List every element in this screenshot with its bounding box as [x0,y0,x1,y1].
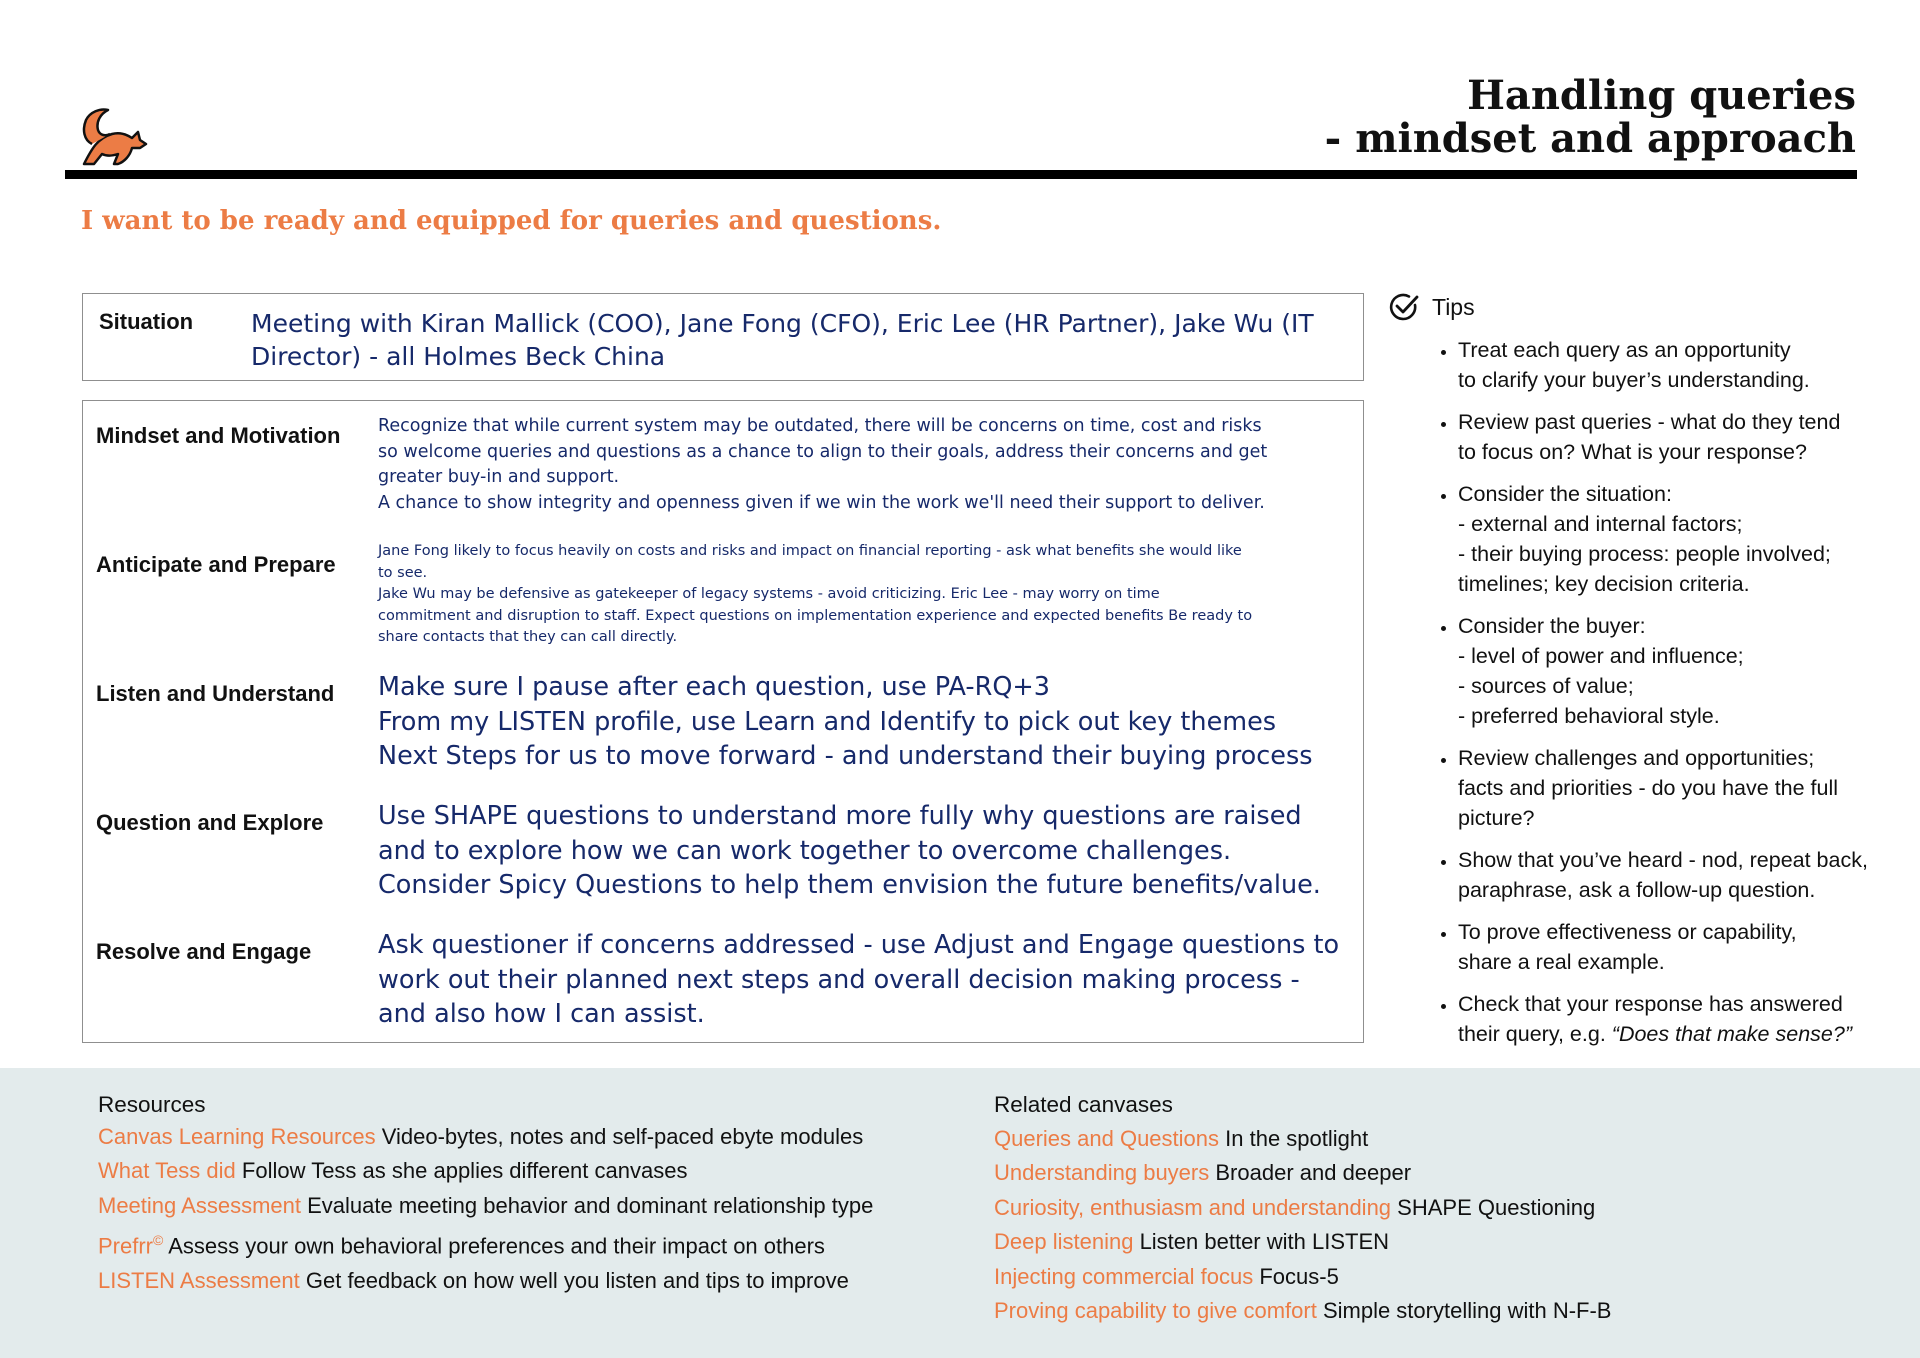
text-line: commitment and disruption to staff. Expect questions on implementation experience and expected benefits Be ready to [378,607,1253,624]
anticipate-text [378,541,1252,649]
resolve-text [378,928,1339,1032]
resource-link[interactable]: Meeting Assessment [98,1192,301,1218]
text-line: Jake Wu may be defensive as gatekeeper of legacy systems - avoid criticizing. Eric Lee - may worry on time [378,586,1160,602]
related-item [994,1156,1611,1190]
tip-item [1458,989,1920,1049]
resources-title: Resources [98,1092,206,1117]
anticipate-label: Anticipate and Prepare [96,552,336,577]
related-desc: Simple storytelling with N-F-B [1322,1298,1612,1324]
resource-item [98,1189,873,1223]
sections-box [82,400,1364,1043]
text-line: and to explore how we can work together to overcome challenges. [378,835,1232,866]
text-line: and also how I can assist. [378,999,705,1029]
question-text [378,799,1321,903]
resource-desc: Video-bytes, notes and self-paced ebyte modules [381,1124,864,1149]
resource-item [98,1120,873,1154]
resource-item [98,1154,873,1188]
text-line: so welcome queries and questions as a chance to align to their goals, address their concerns and get [378,441,1268,462]
mindset-label: Mindset and Motivation [96,423,341,448]
related-desc: Broader and deeper [1215,1160,1412,1186]
tip-item: • Consider the situation: - external and internal factors; - their buying process: people involved; timelines; key decision criteria. [1458,479,1920,599]
text-line: A chance to show integrity and openness given if we win the work we'll need their support to deliver. [378,492,1265,513]
text-line: greater buy-in and support. [378,467,620,487]
check-circle-icon [1388,291,1420,323]
listen-label: Listen and Understand [96,681,335,706]
text-line: Ask questioner if concerns addressed - use Adjust and Engage questions to [378,930,1340,960]
page-subtitle: I want to be ready and equipped for queries and questions. [81,206,942,236]
tips-title: Tips [1432,293,1475,320]
related-item [994,1294,1611,1328]
situation-line: Meeting with Kiran Mallick (COO), Jane Fong (CFO), Eric Lee (HR Partner), Jake Wu (IT [251,309,1314,338]
question-label: Question and Explore [96,810,324,835]
related-link[interactable]: Queries and Questions [994,1126,1220,1151]
related-item [994,1122,1611,1156]
fox-logo-icon [78,104,148,168]
tip-quote: “Does that make sense?” [1611,1022,1852,1046]
related-list [994,1122,1611,1328]
resource-link[interactable]: LISTEN Assessment [98,1267,300,1293]
resource-desc: Assess your own behavioral preferences and their impact on others [168,1233,825,1259]
related-desc: In the spotlight [1225,1126,1369,1151]
resolve-label: Resolve and Engage [96,939,312,964]
related-title: Related canvases [994,1092,1173,1117]
related-link[interactable]: Injecting commercial focus [994,1263,1254,1289]
text-line: work out their planned next steps and overall decision making process - [378,964,1300,995]
listen-text [378,670,1313,774]
text-line: Consider Spicy Questions to help them envision the future benefits/value. [378,870,1321,900]
tip-item: • Review challenges and opportunities; facts and priorities - do you have the full picture? [1458,743,1920,833]
related-desc: SHAPE Questioning [1397,1194,1596,1220]
tip-text: Check that your response has answered their query, e.g. [1458,992,1843,1046]
text-line: to see. [378,564,428,581]
text-line: Recognize that while current system may be outdated, there will be concerns on time, cost and risks [378,416,1262,436]
title-line-2: - mindset and approach [1324,115,1856,162]
footer-panel [0,1068,1920,1358]
related-item [994,1191,1611,1225]
tip-item: • To prove effectiveness or capability, share a real example. [1458,917,1920,977]
related-link[interactable]: Deep listening [994,1229,1134,1255]
situation-text [251,307,1314,373]
tip-item: • Review past queries - what do they tend to focus on? What is your response? [1458,407,1920,467]
related-link[interactable]: Proving capability to give comfort [994,1298,1317,1324]
related-item [994,1225,1611,1259]
header-divider [65,170,1857,179]
mindset-text [378,414,1267,516]
tips-header [1388,291,1475,323]
resources-list [98,1120,873,1298]
text-line: From my LISTEN profile, use Learn and Identify to pick out key themes [378,706,1277,737]
related-item [994,1260,1611,1294]
related-link[interactable]: Understanding buyers [994,1160,1210,1186]
text-line: Make sure I pause after each question, use PA-RQ+3 [378,672,1050,702]
resource-link[interactable]: What Tess did [98,1158,236,1184]
resource-item [98,1264,873,1298]
resource-link[interactable]: Prefrr [98,1233,153,1259]
resource-desc: Follow Tess as she applies different canvases [241,1158,688,1184]
text-line: Jane Fong likely to focus heavily on costs and risks and impact on financial reporting - ask what benefits she would like [378,543,1242,559]
tip-item: • Consider the buyer: - level of power and influence; - sources of value; - preferred behavioral style. [1458,611,1920,731]
related-desc: Listen better with LISTEN [1139,1229,1390,1255]
resource-link[interactable]: Canvas Learning Resources [98,1124,376,1149]
situation-line: Director) - all Holmes Beck China [251,342,666,371]
tip-item: • Show that you’ve heard - nod, repeat back, paraphrase, ask a follow-up question. [1458,845,1920,905]
related-desc: Focus-5 [1259,1263,1339,1289]
resource-desc: Evaluate meeting behavior and dominant relationship type [307,1192,874,1218]
related-link[interactable]: Curiosity, enthusiasm and understanding [994,1194,1392,1220]
title-line-1: Handling queries [1467,72,1856,119]
text-line: share contacts that they can call directly. [378,629,678,645]
tips-list [1432,335,1920,1061]
resource-item [98,1223,873,1264]
copyright-mark: © [153,1232,164,1249]
text-line: Next Steps for us to move forward - and understand their buying process [378,741,1313,771]
situation-box [82,293,1364,381]
page-title [1325,74,1856,160]
resource-desc: Get feedback on how well you listen and tips to improve [305,1267,849,1293]
situation-label: Situation [99,309,194,334]
text-line: Use SHAPE questions to understand more fully why questions are raised [378,801,1302,831]
tip-item: • Treat each query as an opportunity to clarify your buyer’s understanding. [1458,335,1920,395]
